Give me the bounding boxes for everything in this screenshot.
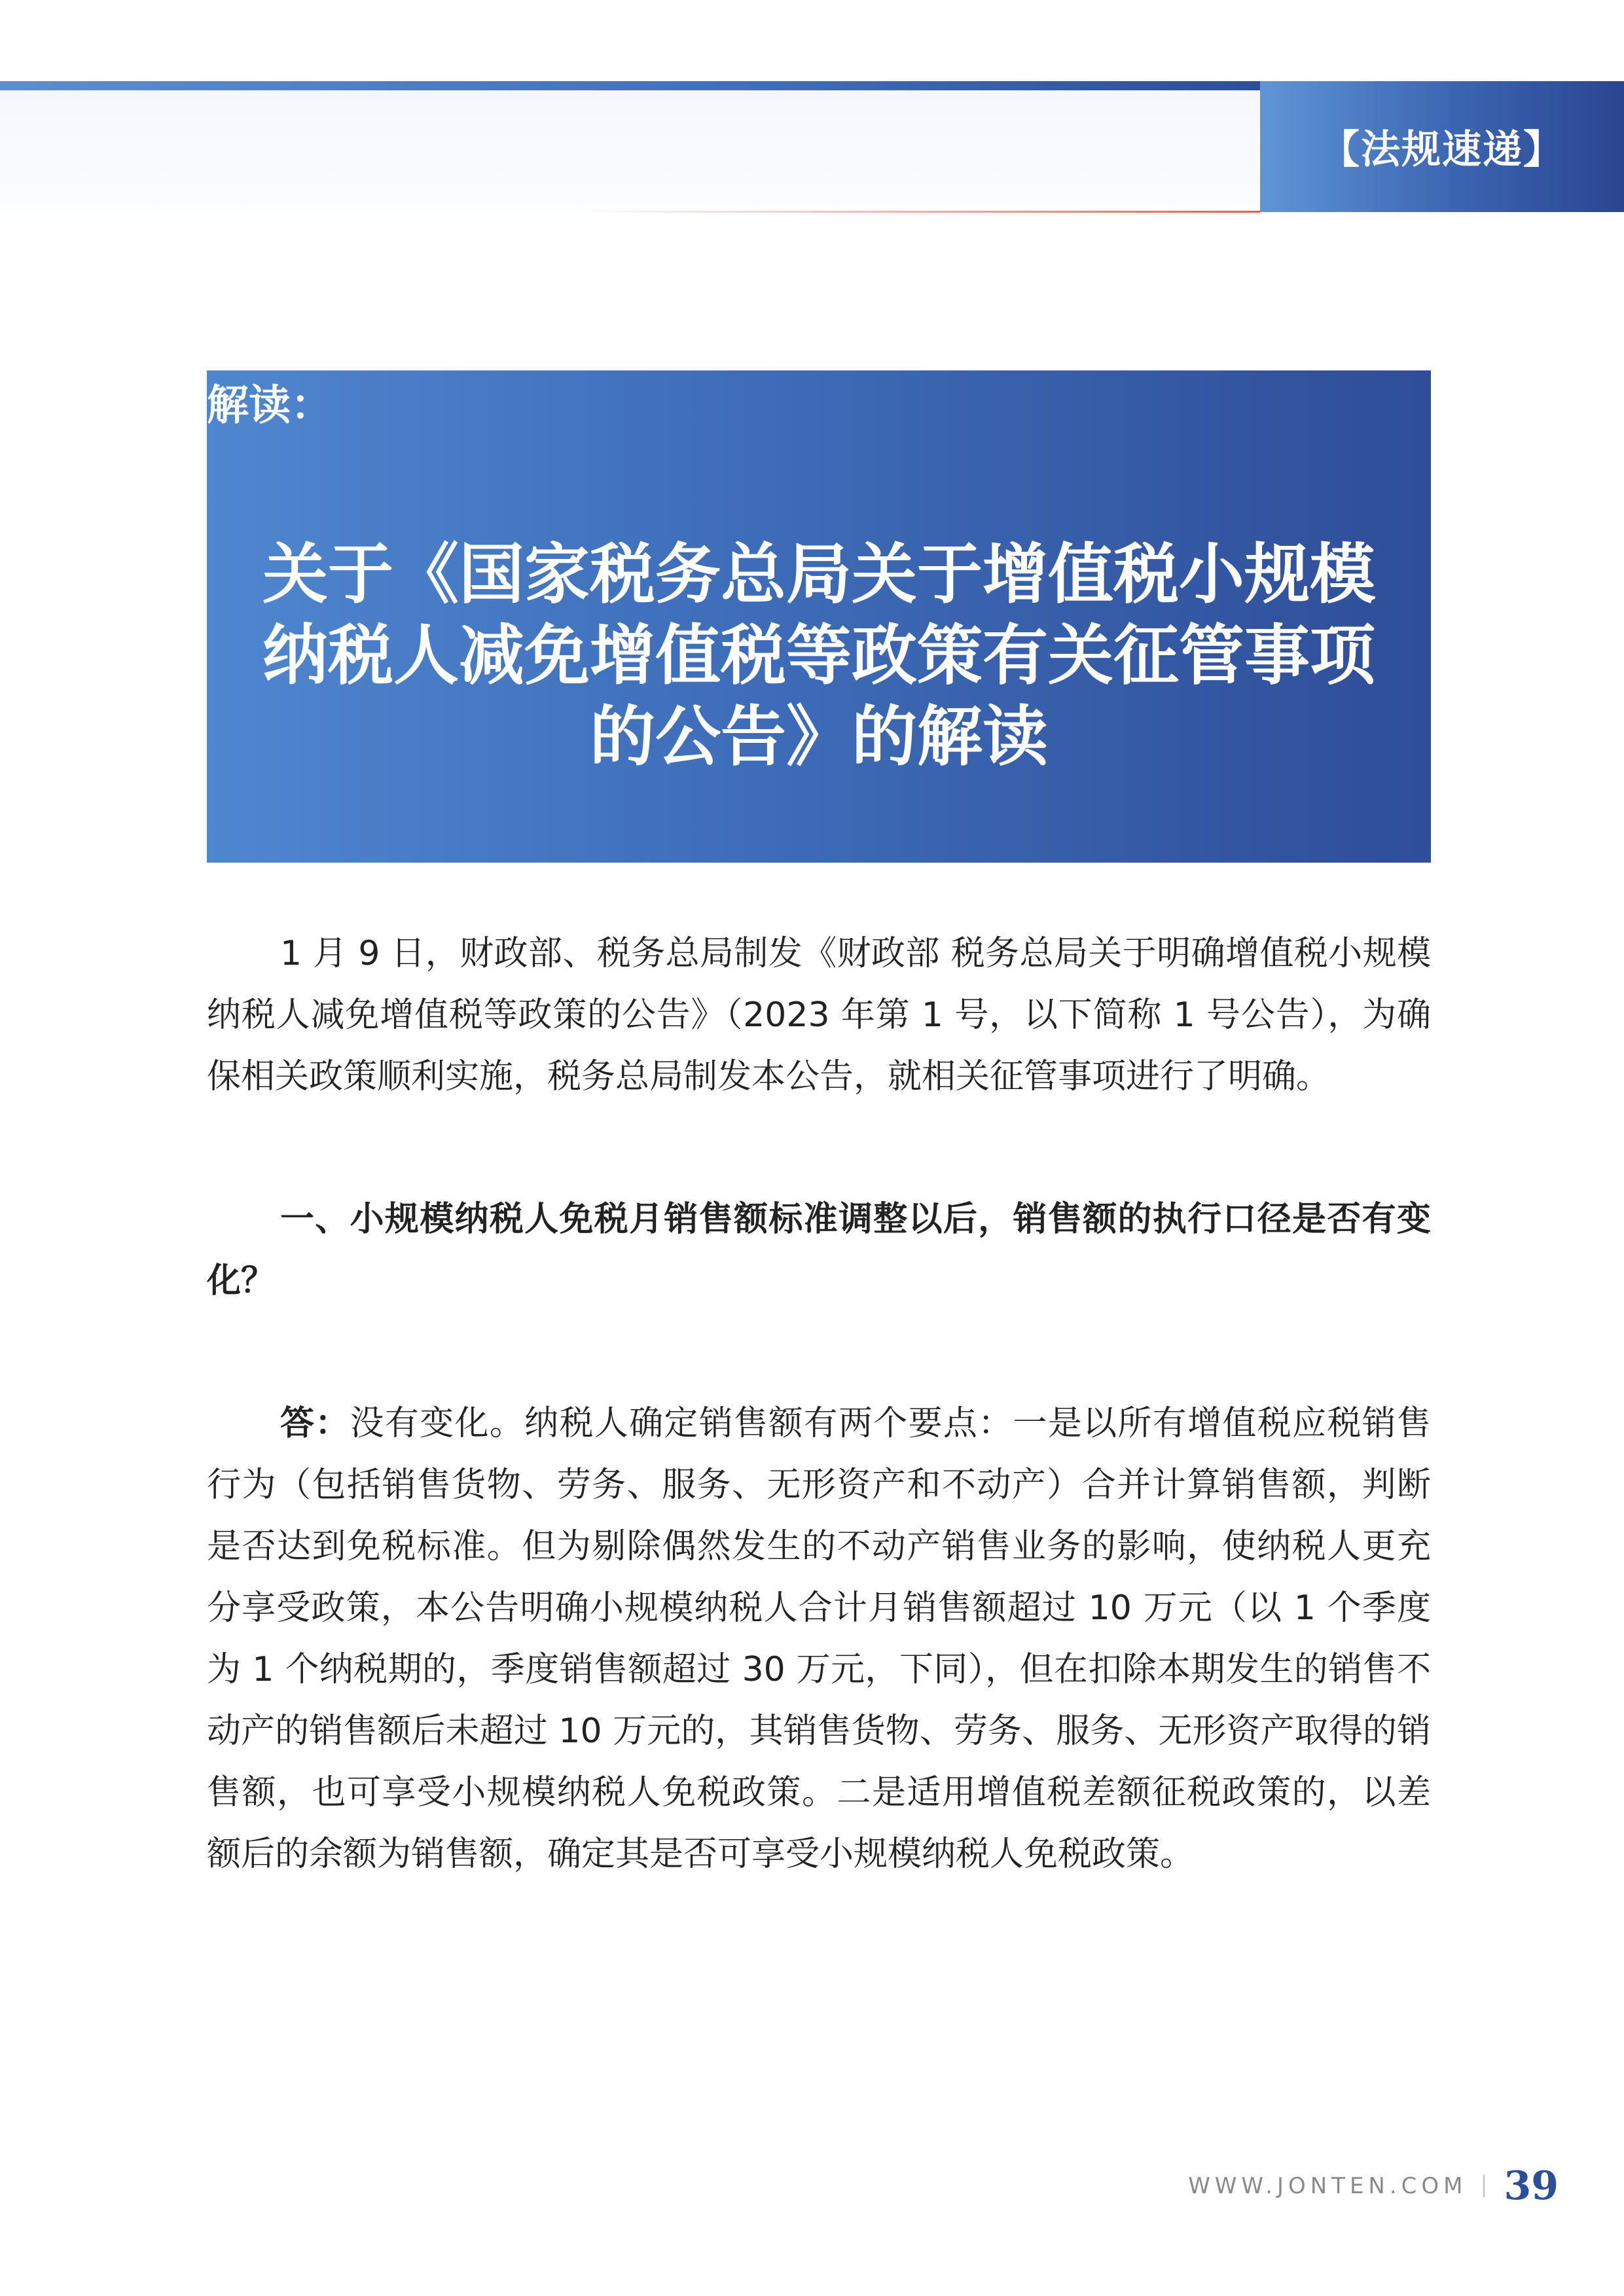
section-tag <box>1260 81 1624 212</box>
header-band <box>0 90 1260 212</box>
answer-paragraph <box>207 1393 1431 1885</box>
page-footer <box>1188 2165 1559 2207</box>
footer-divider <box>1483 2175 1485 2197</box>
article-body <box>207 923 1431 1885</box>
answer-text: 没有变化。纳税人确定销售额有两个要点：一是以所有增值税应税销售行为（包括销售货物、劳务、服务、无形资产和不动产）合并计算销售额，判断是否达到免税标准。但为剔除偶然发生的不动产销售业务的影响，使纳税人更充分享受政策，本公告明确小规模纳税人合计月销售额超过 10 万元（以 1 个季度为 1 个纳税期的，季度销售额超过 30 万元，下同），但在扣除本期发生的销售不动产的销售额后未超过 10 万元的，其销售货物、劳务、服务、无形资产取得的销售额，也可享受小规模纳税人免税政策。二是适用增值税差额征税政策的，以差额后的余额为销售额，确定其是否可享受小规模纳税人免税政策。 <box>207 1404 1431 1874</box>
header-accent-line <box>589 211 1260 213</box>
article-title: 关于《国家税务总局关于增值税小规模纳税人减免增值税等政策有关征管事项的公告》的解读 <box>262 536 1375 775</box>
intro-paragraph: 1 月 9 日，财政部、税务总局制发《财政部 税务总局关于明确增值税小规模纳税人减免增值税等政策的公告》（2023 年第 1 号，以下简称 1 号公告），为确保相关政策顺利实施，税务总局制发本公告，就相关征管事项进行了明确。 <box>207 934 1431 1096</box>
answer-label: 答： <box>280 1404 350 1443</box>
question-heading: 一、小规模纳税人免税月销售额标准调整以后，销售额的执行口径是否有变化？ <box>207 1200 1431 1300</box>
website-link[interactable]: WWW.JONTEN.COM <box>1188 2173 1468 2199</box>
header-top-line <box>0 81 1260 90</box>
banner-label: 解读： <box>207 382 333 430</box>
title-banner <box>207 370 1431 863</box>
page-number: 39 <box>1504 2163 1559 2209</box>
section-tag-label: 【法规速递】 <box>1320 127 1564 173</box>
